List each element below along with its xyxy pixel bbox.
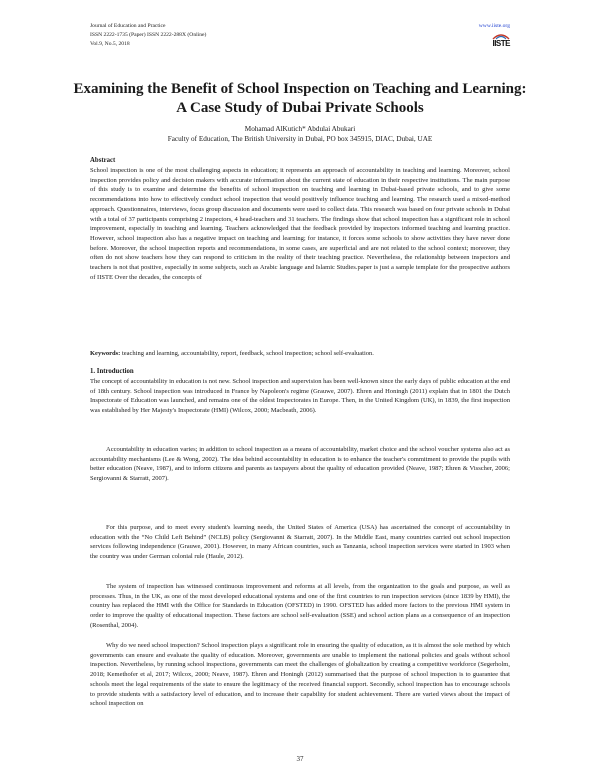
abstract-heading: Abstract <box>90 157 116 164</box>
keywords-line <box>90 349 510 359</box>
abstract-text: School inspection is one of the most challenging aspects in education; it represents an approach of accountability in teaching and learning. Moreover, school inspection provides policy and decision makers with accurate information about the current state of education in their respective institutions. The main purpose of this study is to examine and determine the benefits of school inspection on teaching and learning in Dubai-based private schools, and to give some recommendations into how to effectively conduct school inspection that would positively influence teaching and learning. The research used a mixed-method approach. Questionnaires, interviews, focus group discussion and documents were used to collect data. This research was based on four private schools in Dubai with a total of 37 participants comprising 2 inspectors, 4 head-teachers and 31 teachers. The findings show that school inspection has a significant role in school improvement, especially in teaching and learning. Teachers acknowledged that the feedback provided by inspectors informed teaching and learning practice. However, school inspection also has a negative impact on teaching and learning; for instance, it forces some schools to show activities they have never done before. Moreover, the school inspection reports and recommendations, in some cases, are superficial and are not related to the school context; moreover, they often do not show teachers how they can respond to criticism in the reality of their teaching practice. Nevertheless, the relationship between inspectors and teachers is not that positive, especially in some subjects, such as Arabic language and Islamic Studies.paper is just a sample template for the prospective authors of IISTE Over the decades, the concepts of <box>90 167 510 281</box>
iiste-logo-icon <box>492 32 510 48</box>
page-number: 37 <box>296 755 304 763</box>
issn-line: ISSN 2222-1735 (Paper) ISSN 2222-288X (Online) <box>90 32 207 38</box>
body-paragraph: For this purpose, and to meet every student's learning needs, the United States of America (USA) has ascertained the concept of accountability in education with the “No Child Left Behind” (NCLB) policy (Sergiovanni & Starratt, 2007). In the Middle East, many countries carried out school inspection services following independence (Grauwe, 2001). However, in many African countries, such as Tanzania, school inspection services were started in 1903 when the country was under German colonial rule (Haule, 2012). <box>90 524 510 561</box>
body-paragraph: The system of inspection has witnessed continuous improvement and reforms at all levels, from the organization to the goals and purpose, as well as processes. Thus, in the UK, as one of the most developed educational systems and one of the first countries to run inspection services (since 1839 by HMI), the country has replaced the HMI with the Office for Standards in Education (OFSTED) in 1990. OFSTED has added more factors to the previous HMI system in order to improve the quality of educational inspection. These factors are school self-evaluation (SSE) and school action plans as a consequence of an inspection (Rosenthal, 2004). <box>90 583 510 629</box>
body-paragraph: Why do we need school inspection? School inspection plays a significant role in ensuring the quality of education, as it is almost the sole method by which governments can ensure and evaluate the quality of education. Moreover, governments are unable to implement the national policies and goals without school inspection. Nevertheless, by running school inspections, governments can meet the challenges of globalization by creating a competitive workforce (Segerholm, 2018; Kemethofer et al, 2017; Wilcox, 2000; Neave, 1987). Ehren and Honingh (2012) summarised that the purpose of school inspection is to guarantee that schools meet the legal requirements of the state to ensure the legitimacy of the received financial support. Secondly, school inspection has to encourage schools to provide students with a satisfactory level of education, and to increase their capability for student achievement. There are varied views about the impact of school inspection on <box>90 642 510 708</box>
header-right <box>479 22 510 53</box>
body-paragraph: Accountability in education varies; in addition to school inspection as a means of accountability, market choice and the school voucher systems also act as accountability mechanisms (Lee & Wong, 2002). The idea behind accountability in education is to enhance the teacher's commitment to provide the pupils with better education (Neave, 1987), and to inform citizens and parents as taxpayers about the quality of education provided (Neave, 1987; Ehren & Visscher, 2006; Sergiovanni & Starratt, 2007). <box>90 446 510 483</box>
affiliation: Faculty of Education, The British University in Dubai, PO box 345915, DIAC, Dubai, UAE <box>167 135 433 143</box>
author-list: Mohamad AlKutich* Abdulai Abukari <box>244 125 356 133</box>
paper-title: Examining the Benefit of School Inspection on Teaching and Learning: A Case Study of Dubai Private Schools <box>73 81 527 116</box>
keywords-label: Keywords: <box>90 350 121 357</box>
body-paragraph: The concept of accountability in education is not new. School inspection and supervision has been well-known since the early days of public education at the end of 18th century. School inspection was introduced in France by Napoleon's regime (Grauwe, 2007). Ehren and Honingh (2011) explain that in 1801 the Dutch Inspectorate of Education was launched, and remains one of the oldest Inspectorates in Europe. Then, in the United Kingdom (UK), in 1839, the first inspection was established by Her Majesty's Inspectorate (HMI) (Wilcox, 2000; Macbeath, 2006). <box>90 378 510 415</box>
volume-line: Vol.9, No.5, 2018 <box>90 41 130 47</box>
keywords-list: teaching and learning, accountability, report, feedback, school inspection; school self-evaluation. <box>120 350 374 357</box>
logo-text: IISTE <box>492 39 510 48</box>
section-heading-introduction: 1. Introduction <box>90 368 134 375</box>
journal-name: Journal of Education and Practice <box>90 23 166 29</box>
journal-info <box>90 22 206 49</box>
journal-url-link[interactable]: www.iiste.org <box>478 23 510 29</box>
page-header <box>90 22 510 70</box>
